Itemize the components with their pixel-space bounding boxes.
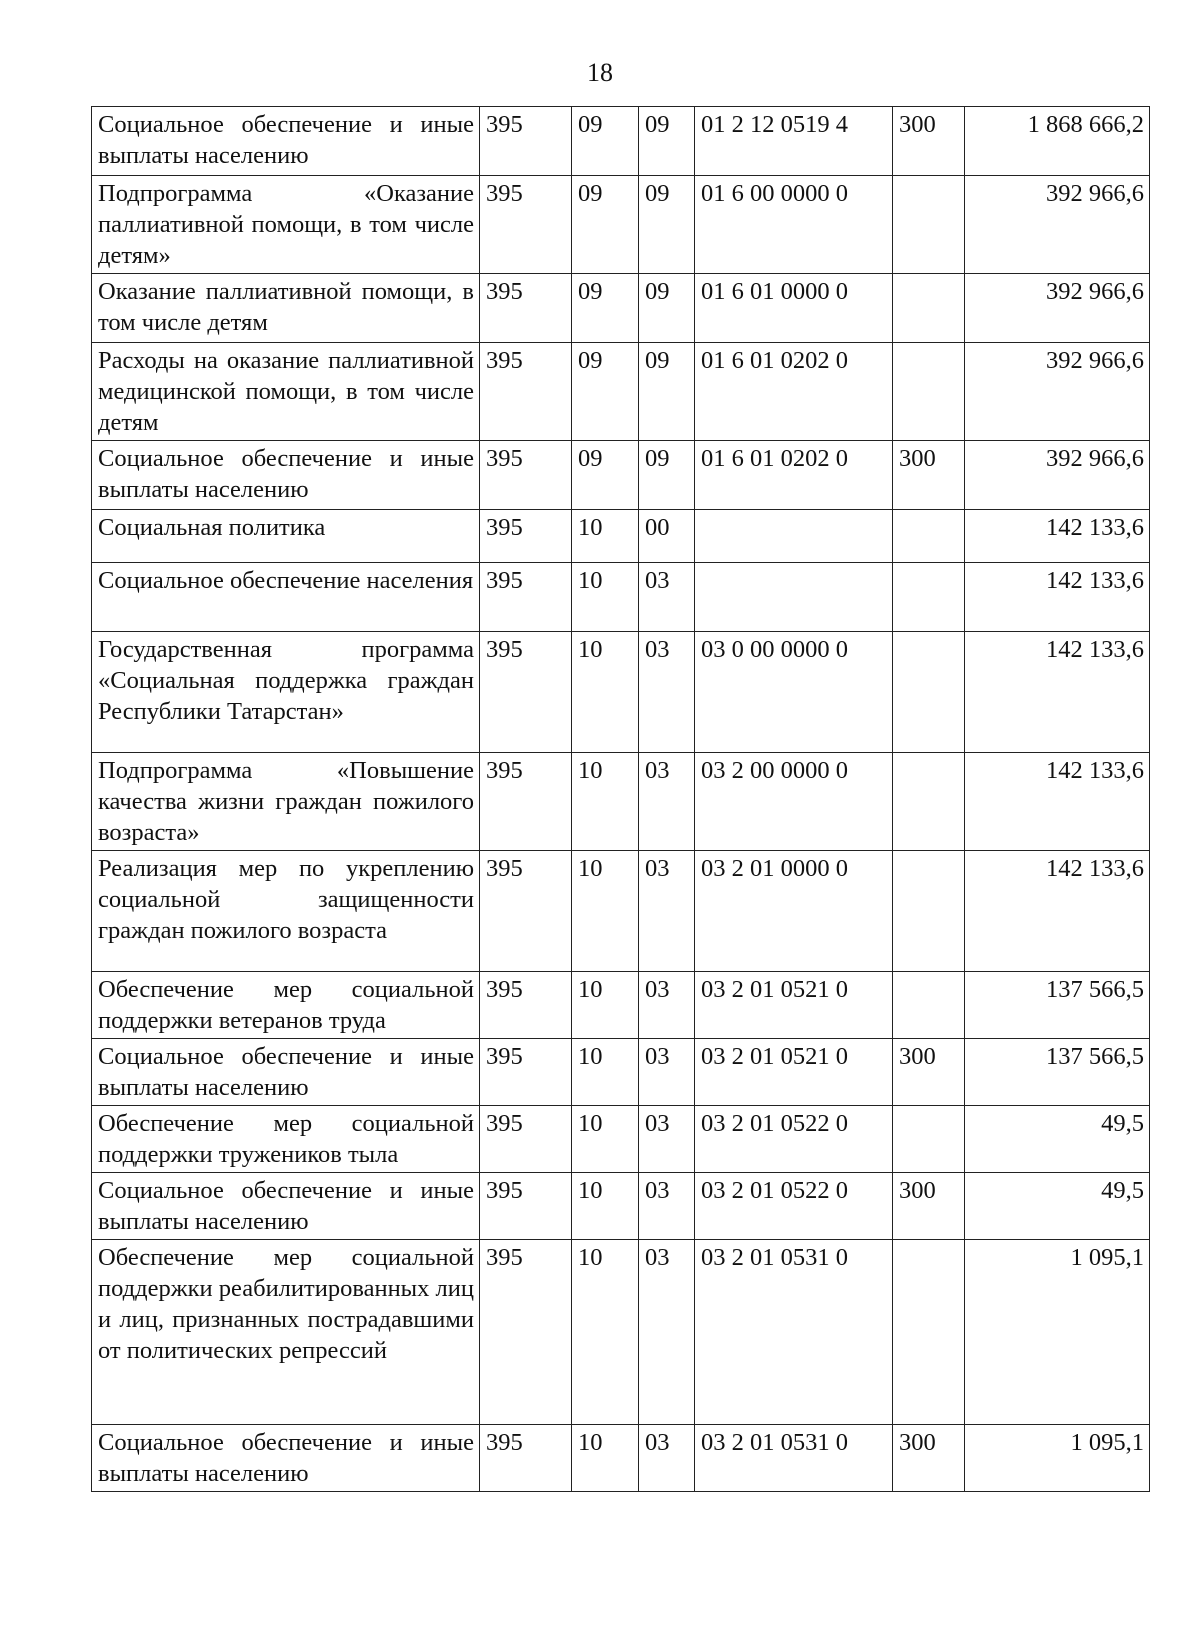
- section-code: 09: [572, 441, 639, 510]
- amount: 49,5: [965, 1173, 1150, 1240]
- table-row: [92, 851, 1150, 972]
- row-name: Подпрограмма «Оказание паллиативной помощи, в том числе детям»: [92, 176, 480, 274]
- expense-type-code: 300: [893, 1173, 965, 1240]
- subsection-code: 03: [639, 1425, 695, 1492]
- expense-type-code: [893, 1106, 965, 1173]
- table-row: [92, 107, 1150, 176]
- amount: 1 095,1: [965, 1425, 1150, 1492]
- row-name: Социальное обеспечение и иные выплаты населению: [92, 1425, 480, 1492]
- amount: 392 966,6: [965, 441, 1150, 510]
- section-code: 10: [572, 1425, 639, 1492]
- target-article-code: 01 6 01 0202 0: [695, 343, 893, 441]
- subsection-code: 09: [639, 441, 695, 510]
- amount: 142 133,6: [965, 753, 1150, 851]
- ministry-code: 395: [480, 1039, 572, 1106]
- amount: 49,5: [965, 1106, 1150, 1173]
- target-article-code: [695, 563, 893, 632]
- table-row: [92, 753, 1150, 851]
- table-row: [92, 1173, 1150, 1240]
- section-code: 10: [572, 510, 639, 563]
- section-code: 10: [572, 1039, 639, 1106]
- ministry-code: 395: [480, 632, 572, 753]
- row-name: Обеспечение мер социальной поддержки реабилитированных лиц и лиц, признанных пострадавшими от политических репрессий: [92, 1240, 480, 1425]
- expense-type-code: 300: [893, 441, 965, 510]
- table-row: [92, 563, 1150, 632]
- expense-type-code: [893, 176, 965, 274]
- table-row: [92, 1240, 1150, 1425]
- amount: 137 566,5: [965, 1039, 1150, 1106]
- subsection-code: 03: [639, 753, 695, 851]
- expense-type-code: [893, 753, 965, 851]
- ministry-code: 395: [480, 753, 572, 851]
- table-row: [92, 1425, 1150, 1492]
- section-code: 09: [572, 107, 639, 176]
- row-name: Государственная программа «Социальная поддержка граждан Республики Татарстан»: [92, 632, 480, 753]
- expense-type-code: [893, 343, 965, 441]
- ministry-code: 395: [480, 851, 572, 972]
- expense-type-code: [893, 632, 965, 753]
- subsection-code: 03: [639, 1039, 695, 1106]
- target-article-code: 01 2 12 0519 4: [695, 107, 893, 176]
- section-code: 10: [572, 972, 639, 1039]
- target-article-code: 03 0 00 0000 0: [695, 632, 893, 753]
- ministry-code: 395: [480, 972, 572, 1039]
- ministry-code: 395: [480, 176, 572, 274]
- ministry-code: 395: [480, 563, 572, 632]
- target-article-code: 03 2 01 0522 0: [695, 1106, 893, 1173]
- row-name: Социальное обеспечение населения: [92, 563, 480, 632]
- target-article-code: 03 2 01 0531 0: [695, 1425, 893, 1492]
- expense-type-code: 300: [893, 1039, 965, 1106]
- row-name: Обеспечение мер социальной поддержки тружеников тыла: [92, 1106, 480, 1173]
- row-name: Социальное обеспечение и иные выплаты населению: [92, 1173, 480, 1240]
- amount: 392 966,6: [965, 343, 1150, 441]
- section-code: 10: [572, 563, 639, 632]
- section-code: 10: [572, 753, 639, 851]
- section-code: 10: [572, 632, 639, 753]
- amount: 137 566,5: [965, 972, 1150, 1039]
- subsection-code: 03: [639, 1106, 695, 1173]
- ministry-code: 395: [480, 1106, 572, 1173]
- expense-type-code: 300: [893, 1425, 965, 1492]
- amount: 392 966,6: [965, 274, 1150, 343]
- expense-type-code: [893, 510, 965, 563]
- section-code: 09: [572, 176, 639, 274]
- row-name: Социальное обеспечение и иные выплаты населению: [92, 441, 480, 510]
- target-article-code: 01 6 01 0000 0: [695, 274, 893, 343]
- target-article-code: 03 2 01 0531 0: [695, 1240, 893, 1425]
- ministry-code: 395: [480, 1425, 572, 1492]
- target-article-code: 01 6 00 0000 0: [695, 176, 893, 274]
- section-code: 09: [572, 343, 639, 441]
- section-code: 10: [572, 1240, 639, 1425]
- target-article-code: 03 2 01 0522 0: [695, 1173, 893, 1240]
- target-article-code: 03 2 01 0521 0: [695, 1039, 893, 1106]
- row-name: Социальное обеспечение и иные выплаты населению: [92, 1039, 480, 1106]
- budget-table: [91, 106, 1150, 1492]
- target-article-code: [695, 510, 893, 563]
- amount: 392 966,6: [965, 176, 1150, 274]
- ministry-code: 395: [480, 1240, 572, 1425]
- subsection-code: 03: [639, 632, 695, 753]
- section-code: 10: [572, 1173, 639, 1240]
- ministry-code: 395: [480, 107, 572, 176]
- expense-type-code: [893, 851, 965, 972]
- subsection-code: 09: [639, 274, 695, 343]
- table-row: [92, 632, 1150, 753]
- amount: 142 133,6: [965, 851, 1150, 972]
- row-name: Расходы на оказание паллиативной медицинской помощи, в том числе детям: [92, 343, 480, 441]
- amount: 142 133,6: [965, 563, 1150, 632]
- target-article-code: 03 2 00 0000 0: [695, 753, 893, 851]
- subsection-code: 03: [639, 1240, 695, 1425]
- expense-type-code: 300: [893, 107, 965, 176]
- ministry-code: 395: [480, 1173, 572, 1240]
- ministry-code: 395: [480, 274, 572, 343]
- table-row: [92, 441, 1150, 510]
- section-code: 10: [572, 851, 639, 972]
- amount: 142 133,6: [965, 510, 1150, 563]
- row-name: Подпрограмма «Повышение качества жизни граждан пожилого возраста»: [92, 753, 480, 851]
- row-name: Обеспечение мер социальной поддержки ветеранов труда: [92, 972, 480, 1039]
- subsection-code: 03: [639, 563, 695, 632]
- expense-type-code: [893, 972, 965, 1039]
- table-row: [92, 972, 1150, 1039]
- row-name: Реализация мер по укреплению социальной защищенности граждан пожилого возраста: [92, 851, 480, 972]
- amount: 1 095,1: [965, 1240, 1150, 1425]
- table-row: [92, 176, 1150, 274]
- row-name: Социальное обеспечение и иные выплаты населению: [92, 107, 480, 176]
- table-row: [92, 343, 1150, 441]
- subsection-code: 09: [639, 107, 695, 176]
- subsection-code: 03: [639, 1173, 695, 1240]
- expense-type-code: [893, 1240, 965, 1425]
- page-number: 18: [587, 58, 613, 87]
- ministry-code: 395: [480, 441, 572, 510]
- section-code: 10: [572, 1106, 639, 1173]
- subsection-code: 00: [639, 510, 695, 563]
- table-row: [92, 1106, 1150, 1173]
- target-article-code: 01 6 01 0202 0: [695, 441, 893, 510]
- ministry-code: 395: [480, 343, 572, 441]
- subsection-code: 03: [639, 972, 695, 1039]
- amount: 1 868 666,2: [965, 107, 1150, 176]
- section-code: 09: [572, 274, 639, 343]
- ministry-code: 395: [480, 510, 572, 563]
- target-article-code: 03 2 01 0521 0: [695, 972, 893, 1039]
- table-row: [92, 1039, 1150, 1106]
- expense-type-code: [893, 274, 965, 343]
- row-name: Оказание паллиативной помощи, в том числе детям: [92, 274, 480, 343]
- subsection-code: 09: [639, 176, 695, 274]
- amount: 142 133,6: [965, 632, 1150, 753]
- table-row: [92, 274, 1150, 343]
- subsection-code: 09: [639, 343, 695, 441]
- target-article-code: 03 2 01 0000 0: [695, 851, 893, 972]
- expense-type-code: [893, 563, 965, 632]
- subsection-code: 03: [639, 851, 695, 972]
- row-name: Социальная политика: [92, 510, 480, 563]
- table-row: [92, 510, 1150, 563]
